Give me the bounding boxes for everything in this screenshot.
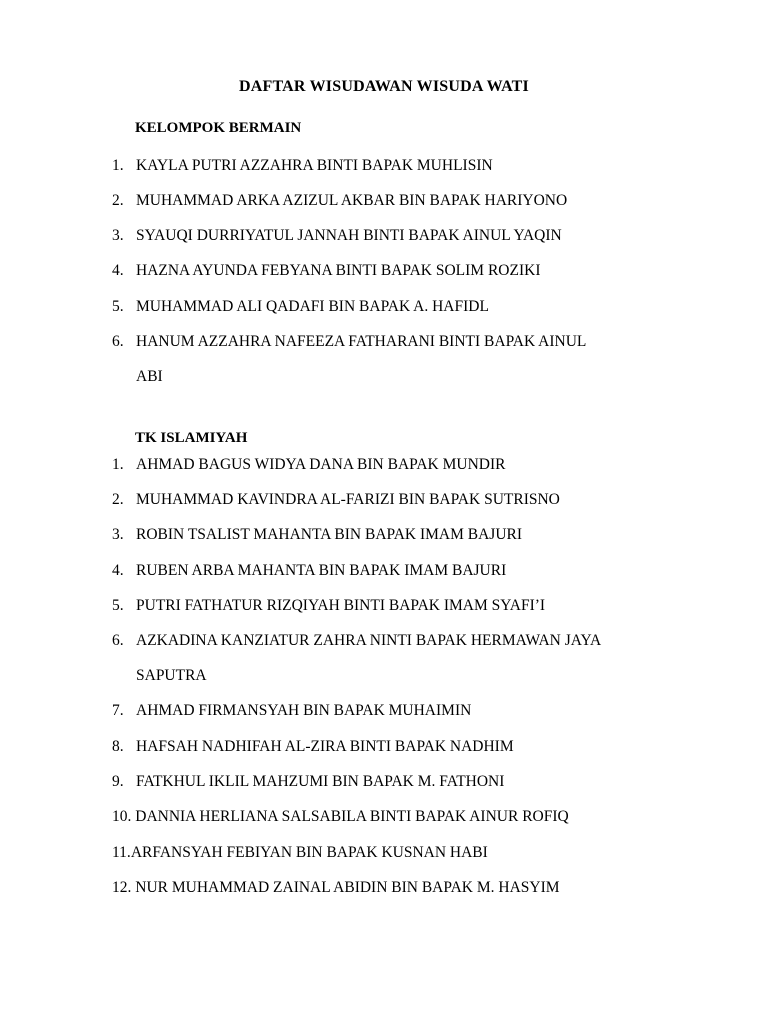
list-item-name: MUHAMMAD ARKA AZIZUL AKBAR BIN BAPAK HARIYONO: [136, 192, 568, 209]
list-item-number: 4.: [112, 262, 124, 279]
list-item-name: KAYLA PUTRI AZZAHRA BINTI BAPAK MUHLISIN: [136, 157, 493, 174]
list-item-continuation: ABI: [136, 368, 163, 385]
list-item: [112, 225, 562, 247]
list-item-name: ROBIN TSALIST MAHANTA BIN BAPAK IMAM BAJURI: [136, 526, 523, 543]
list-item-name: MUHAMMAD KAVINDRA AL-FARIZI BIN BAPAK SUTRISNO: [136, 491, 560, 508]
list-item-number: 12.: [112, 879, 132, 896]
list-item: [112, 736, 514, 758]
list-item-number: 6.: [112, 333, 124, 350]
list-item: [112, 331, 586, 353]
list-item-name: NUR MUHAMMAD ZAINAL ABIDIN BIN BAPAK M. HASYIM: [131, 879, 560, 896]
list-item: [112, 489, 560, 511]
list-item-number: 6.: [112, 632, 124, 649]
list-item-number: 7.: [112, 702, 124, 719]
list-item: [112, 630, 601, 652]
list-item: [112, 771, 504, 793]
list-item: [112, 700, 471, 722]
list-item-name: RUBEN ARBA MAHANTA BIN BAPAK IMAM BAJURI: [136, 562, 507, 579]
list-item-number: 2.: [112, 491, 124, 508]
list-item-number: 5.: [112, 298, 124, 315]
list-item-name: MUHAMMAD ALI QADAFI BIN BAPAK A. HAFIDL: [136, 298, 489, 315]
list-item-number: 3.: [112, 526, 124, 543]
list-item: [112, 260, 540, 282]
list-item-name: AHMAD FIRMANSYAH BIN BAPAK MUHAIMIN: [136, 702, 472, 719]
list-item: [112, 595, 545, 617]
list-item: [112, 560, 506, 582]
list-item-number: 4.: [112, 562, 124, 579]
list-item-number: 3.: [112, 227, 124, 244]
document-title: DAFTAR WISUDAWAN WISUDA WATI: [239, 78, 529, 95]
list-item-number: 10.: [112, 808, 132, 825]
list-item-name: AHMAD BAGUS WIDYA DANA BIN BAPAK MUNDIR: [136, 456, 506, 473]
list-item: [112, 190, 567, 212]
list-item: [112, 296, 489, 318]
list-item-name: DANNIA HERLIANA SALSABILA BINTI BAPAK AINUR ROFIQ: [131, 808, 569, 825]
list-item-name: AZKADINA KANZIATUR ZAHRA NINTI BAPAK HERMAWAN JAYA: [136, 632, 602, 649]
section-heading-tk-islamiyah: TK ISLAMIYAH: [135, 430, 248, 446]
list-item: [112, 806, 569, 828]
list-item: [112, 842, 488, 864]
list-item-name: HAZNA AYUNDA FEBYANA BINTI BAPAK SOLIM ROZIKI: [136, 262, 541, 279]
list-item-number: 8.: [112, 738, 124, 755]
list-item: [112, 155, 493, 177]
list-item-name: ARFANSYAH FEBIYAN BIN BAPAK KUSNAN HABI: [130, 844, 488, 861]
list-item-name: SYAUQI DURRIYATUL JANNAH BINTI BAPAK AINUL YAQIN: [136, 227, 562, 244]
list-item-number: 2.: [112, 192, 124, 209]
list-item-number: 1.: [112, 456, 124, 473]
section-heading-kelompok-bermain: KELOMPOK BERMAIN: [135, 120, 302, 136]
list-item-continuation: SAPUTRA: [136, 667, 207, 684]
list-item-name: PUTRI FATHATUR RIZQIYAH BINTI BAPAK IMAM SYAFI’I: [136, 597, 546, 614]
list-item-number: 1.: [112, 157, 124, 174]
list-item: [112, 454, 505, 476]
list-item-name: FATKHUL IKLIL MAHZUMI BIN BAPAK M. FATHONI: [136, 773, 505, 790]
list-item-number: 5.: [112, 597, 124, 614]
list-item: [112, 877, 560, 899]
list-item-number: 11.: [112, 844, 131, 861]
list-item: [112, 524, 522, 546]
list-item-name: HAFSAH NADHIFAH AL-ZIRA BINTI BAPAK NADHIM: [136, 738, 514, 755]
list-item-number: 9.: [112, 773, 124, 790]
list-item-name: HANUM AZZAHRA NAFEEZA FATHARANI BINTI BAPAK AINUL: [136, 333, 587, 350]
